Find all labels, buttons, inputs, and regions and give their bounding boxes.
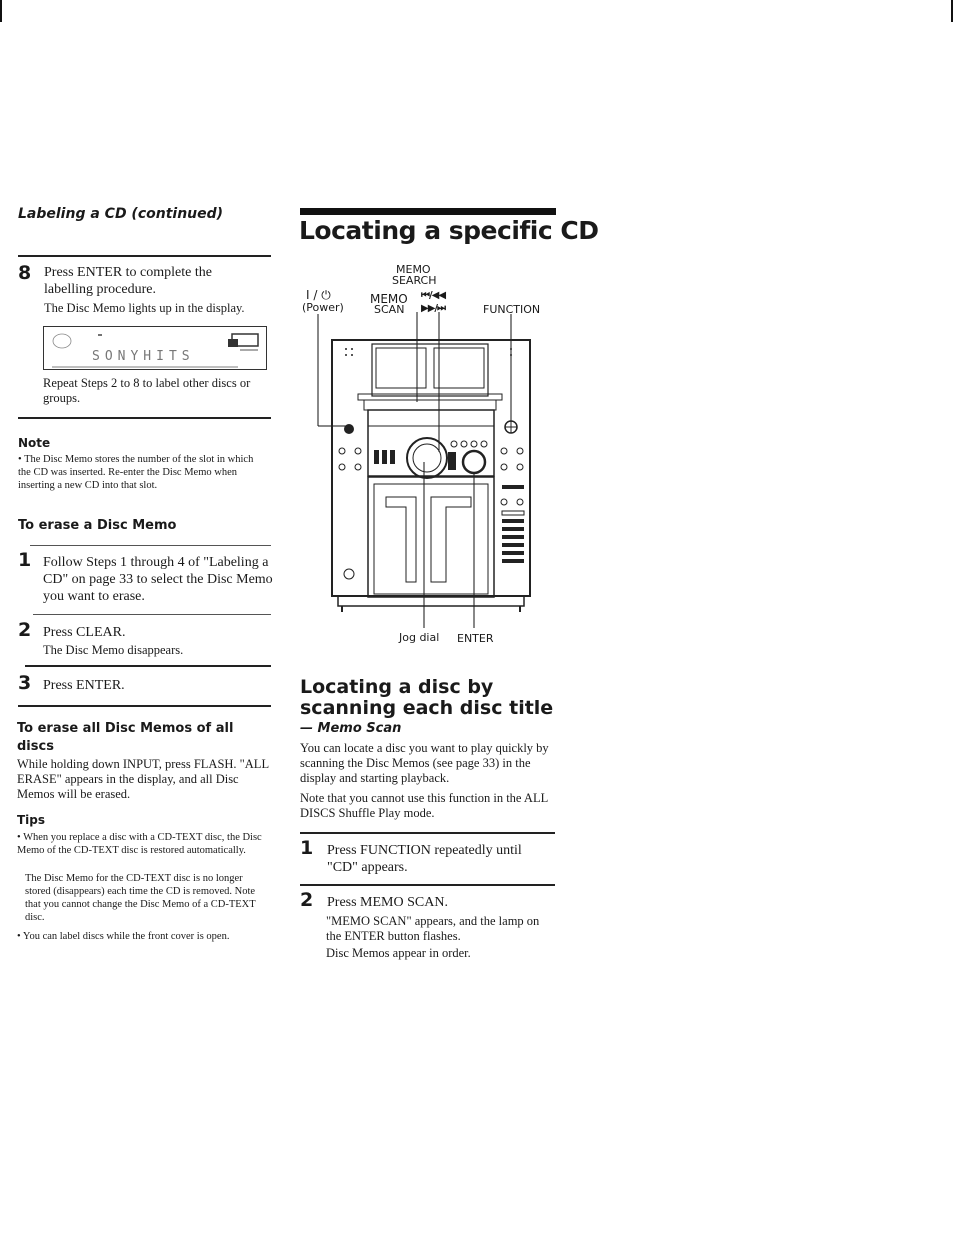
step-text: Press ENTER to complete the labelling procedure. bbox=[44, 265, 212, 297]
step-subtext: The Disc Memo lights up in the display. bbox=[44, 301, 245, 315]
divider bbox=[300, 832, 555, 834]
tip-text: • You can label discs while the front cover is open. bbox=[17, 931, 230, 942]
repeat-text: Repeat Steps 2 to 8 to label other discs or groups. bbox=[43, 376, 251, 405]
divider bbox=[30, 545, 271, 546]
power-symbol-label: I / ⏻ bbox=[306, 288, 331, 302]
memo-scan-label: SCAN bbox=[374, 303, 405, 316]
step-number: 1 bbox=[18, 549, 32, 571]
step-text: Press ENTER. bbox=[43, 678, 125, 693]
step-subtext: "MEMO SCAN" appears, and the lamp on the ENTER button flashes. bbox=[326, 914, 540, 943]
step-text: Follow Steps 1 through 4 of "Labeling a CD" on page 33 to select the Disc Memo you want to erase. bbox=[43, 555, 273, 604]
skip-forward-label: ▶▶/⏭ bbox=[421, 303, 446, 314]
disc-memo-display bbox=[43, 326, 267, 370]
stereo-diagram bbox=[296, 282, 558, 628]
section-subheading: — Memo Scan bbox=[300, 721, 402, 736]
enter-label: ENTER bbox=[457, 632, 494, 645]
display-text: SONYHITS bbox=[92, 349, 195, 364]
step-number: 1 bbox=[300, 837, 314, 859]
divider bbox=[300, 884, 555, 886]
memo-scan-label: MEMO bbox=[370, 292, 408, 306]
tip-text: • When you replace a disc with a CD-TEXT disc, the Disc Memo of the CD-TEXT disc is restored automatically. bbox=[17, 832, 262, 856]
page-edge-mark bbox=[951, 0, 953, 22]
tip-text: The Disc Memo for the CD-TEXT disc is no longer stored (disappears) each time the CD is removed. Note that you cannot change the Disc Memo of a CD-TEXT disc. bbox=[25, 873, 256, 923]
divider bbox=[18, 705, 271, 707]
step-subtext: Disc Memos appear in order. bbox=[326, 946, 471, 960]
step-number: 2 bbox=[300, 889, 314, 911]
step-text: Press MEMO SCAN. bbox=[327, 895, 448, 910]
running-head: Labeling a CD (continued) bbox=[18, 206, 224, 222]
tips-heading: Tips bbox=[17, 813, 46, 827]
memo-search-label: SEARCH bbox=[392, 274, 437, 287]
section-heading: scanning each disc title bbox=[300, 697, 554, 719]
intro-paragraph: Note that you cannot use this function in the ALL DISCS Shuffle Play mode. bbox=[300, 791, 548, 820]
divider bbox=[18, 417, 271, 419]
jog-dial-label: Jog dial bbox=[399, 631, 440, 644]
memo-search-label: MEMO bbox=[396, 263, 431, 276]
power-label: (Power) bbox=[302, 301, 344, 314]
divider bbox=[33, 614, 271, 615]
step-number: 2 bbox=[18, 619, 32, 641]
erase-heading: To erase a Disc Memo bbox=[18, 518, 177, 533]
divider bbox=[25, 665, 271, 667]
note-heading: Note bbox=[18, 436, 51, 450]
function-label: FUNCTION bbox=[483, 303, 541, 316]
step-text: Press FUNCTION repeatedly until "CD" appears. bbox=[327, 843, 522, 875]
intro-paragraph: You can locate a disc you want to play quickly by scanning the Disc Memos (see page 33) in the display and starting playback. bbox=[300, 741, 549, 785]
page-title: Locating a specific CD bbox=[299, 216, 599, 245]
erase-all-text: While holding down INPUT, press FLASH. "ALL ERASE" appears in the display, and all Disc Memos will be erased. bbox=[17, 757, 269, 801]
skip-back-label: ⏮/◀◀ bbox=[421, 290, 446, 301]
title-bar bbox=[300, 208, 556, 215]
step-number: 8 bbox=[18, 262, 32, 284]
section-heading: Locating a disc by bbox=[300, 676, 494, 698]
page-edge-mark bbox=[0, 0, 2, 22]
divider bbox=[18, 255, 271, 257]
step-number: 3 bbox=[18, 672, 32, 694]
step-text: Press CLEAR. bbox=[43, 625, 126, 640]
erase-all-heading: To erase all Disc Memos of all discs bbox=[17, 721, 234, 754]
note-text: • The Disc Memo stores the number of the slot in which the CD was inserted. Re-enter the Disc Memo when inserting a new CD into that slot. bbox=[18, 454, 254, 491]
step-subtext: The Disc Memo disappears. bbox=[43, 643, 184, 657]
